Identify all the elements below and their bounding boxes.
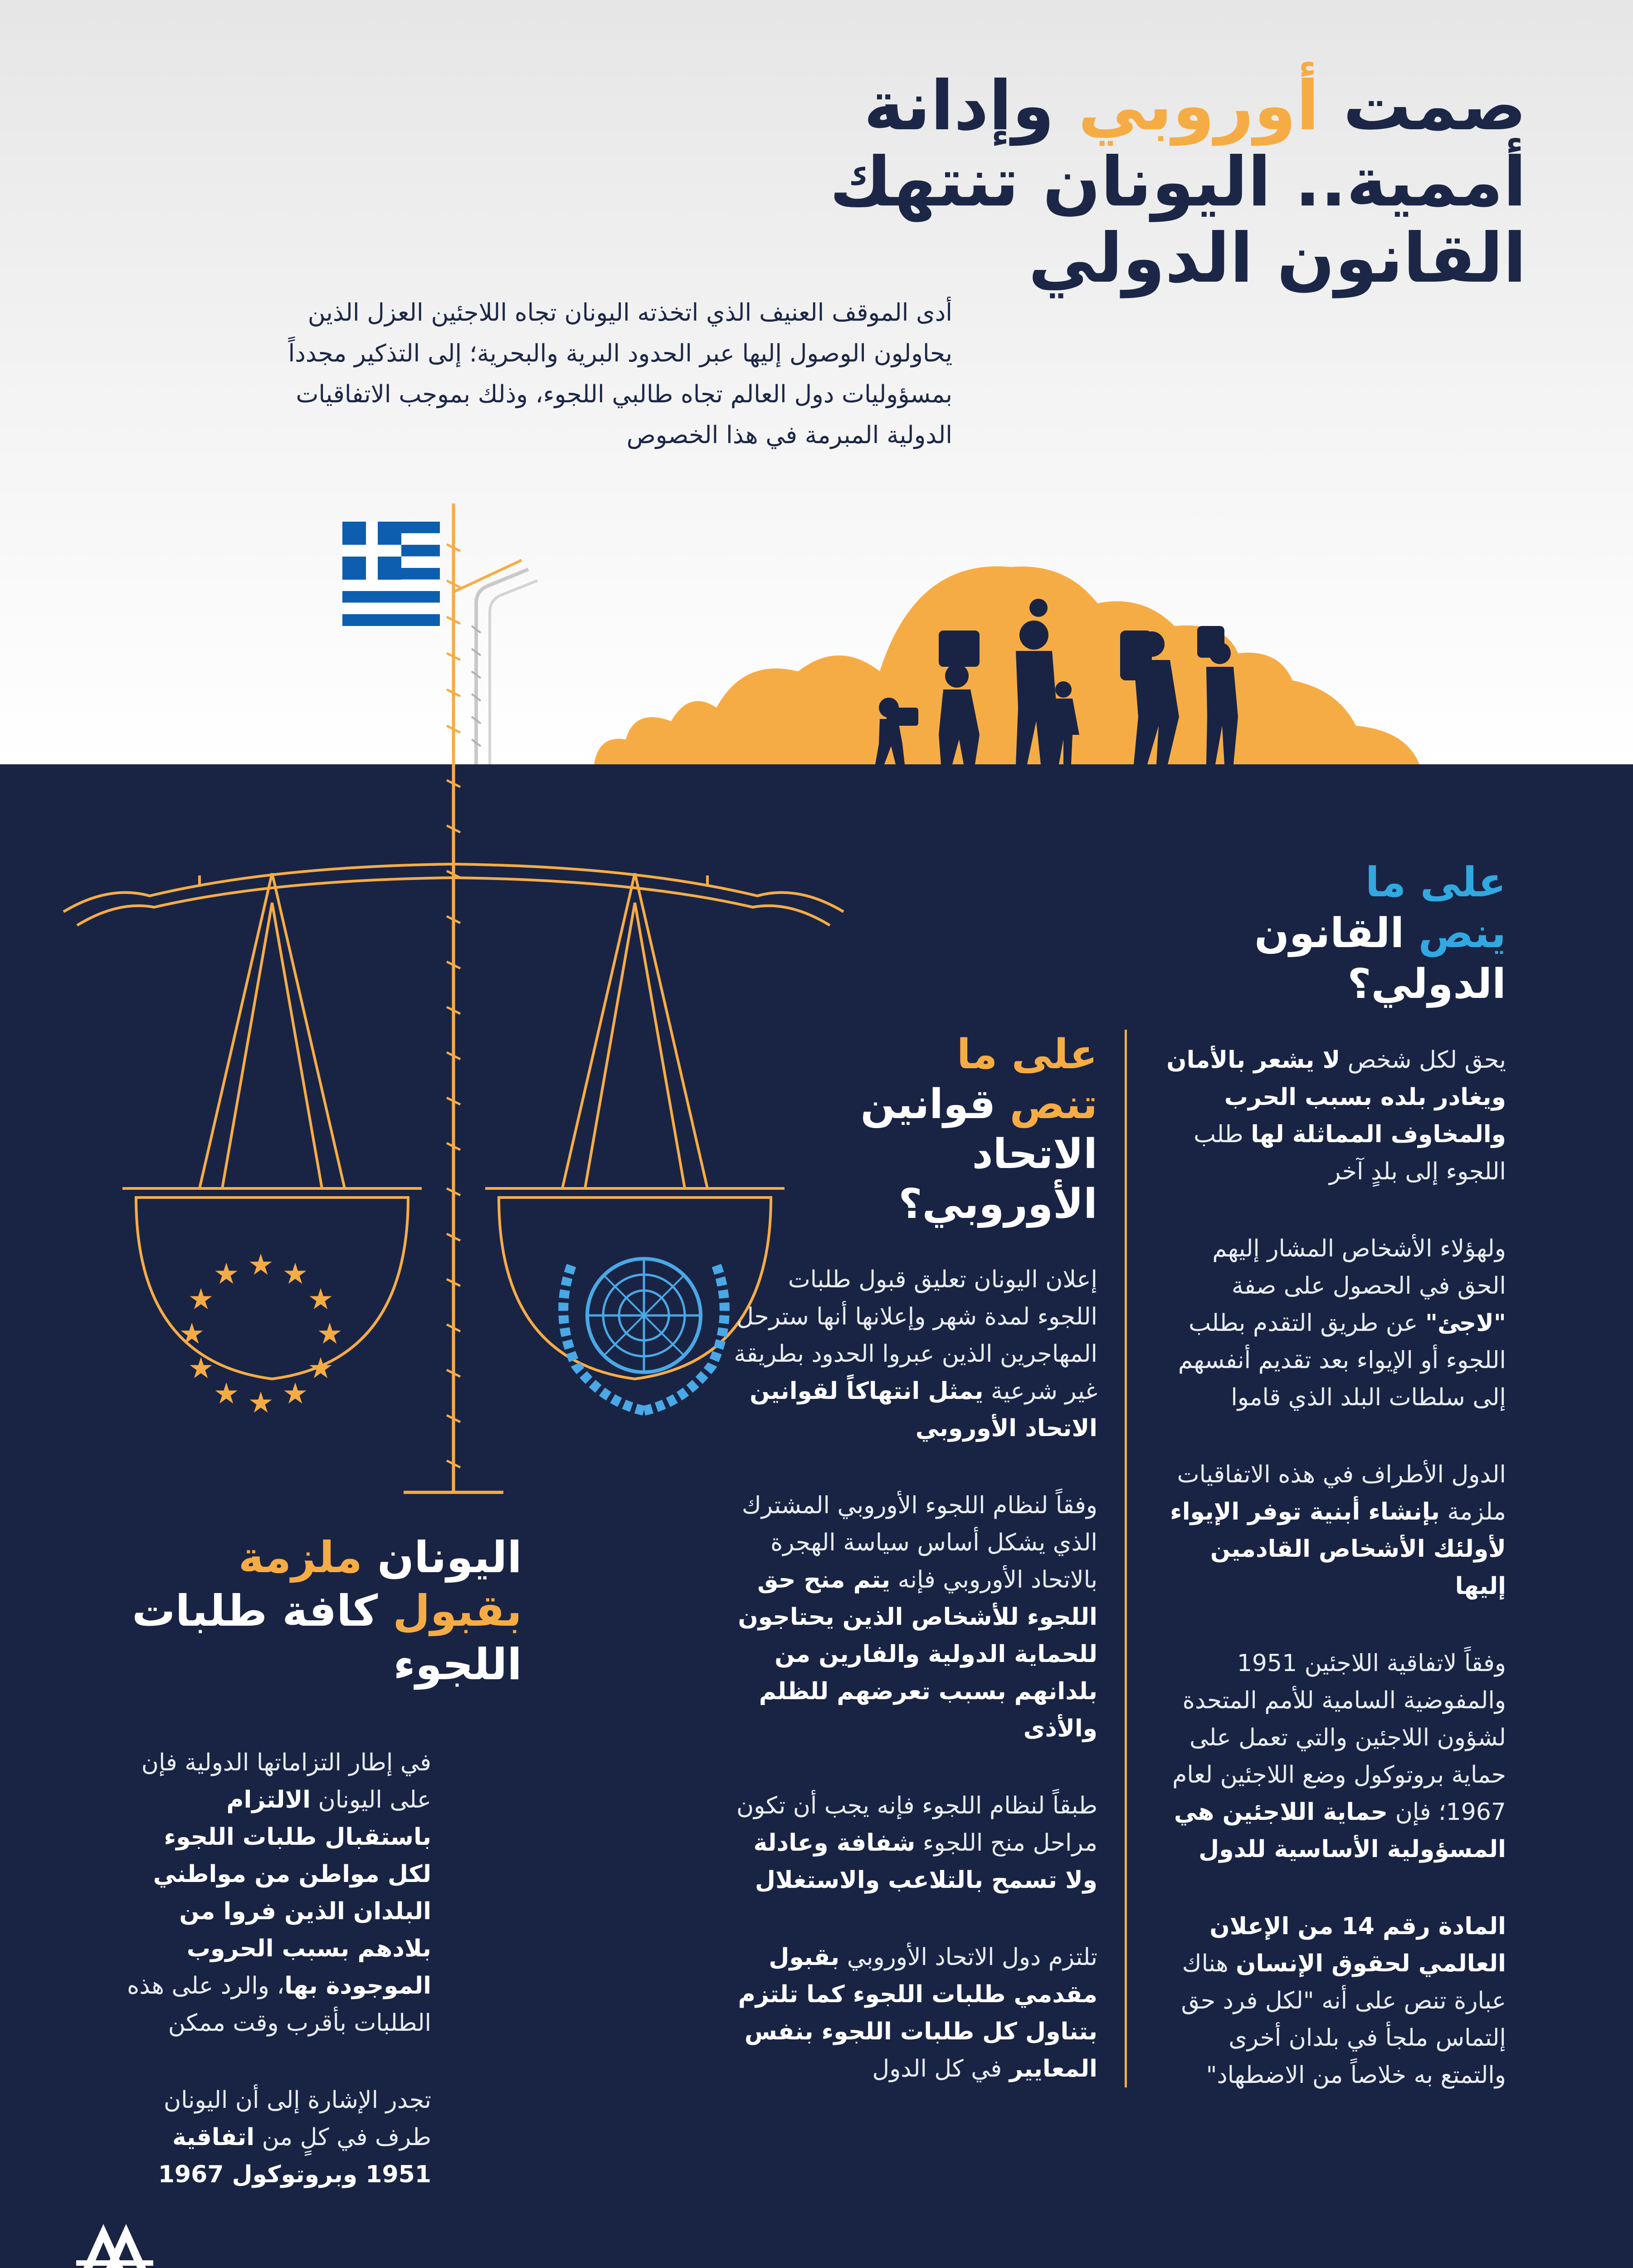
heading-text: اللجوء — [393, 1640, 522, 1690]
paragraph-text: يحق لكل شخص — [1340, 1046, 1506, 1074]
paragraph-bold: اتفاقية 1951 وبروتوكول 1967 — [158, 2124, 431, 2188]
paragraph-text: عن طريق التقدم بطلب اللجوء أو الإيواء بعد تقديم أنفسهم إلى سلطات البلد الذي قاموا — [1178, 1310, 1506, 1411]
heading-highlight: تنص — [1009, 1080, 1097, 1128]
paragraph — [1161, 1456, 1506, 1605]
title-text: القانون الدولي — [1028, 219, 1526, 298]
heading-text: القانون — [1254, 909, 1419, 957]
svg-text:★: ★ — [248, 1248, 274, 1282]
svg-text:★: ★ — [213, 1257, 239, 1291]
anadolu-logo-icon — [76, 2219, 153, 2268]
heading-text: اليونان — [362, 1533, 522, 1583]
heading-highlight: بقبول — [393, 1586, 522, 1636]
section-heading — [1161, 857, 1506, 1010]
heading-text: على ما — [1365, 859, 1506, 906]
paragraph-bold: بإنشاء أبنية توفر الإيواء لأولئك الأشخاص القادمين إليها — [1170, 1498, 1506, 1600]
svg-text:★: ★ — [307, 1352, 334, 1385]
paragraph — [1161, 1230, 1506, 1416]
title-text: وإدانة — [863, 67, 1078, 146]
paragraph-bold: شفافة وعادلة ولا تسمح بالتلاعب والاستغلال — [753, 1829, 1097, 1894]
section-international-law — [1161, 857, 1506, 2094]
paragraph — [114, 1744, 431, 2042]
paragraph-text: الدول الأطراف في هذه الاتفاقيات ملزمة — [1177, 1461, 1506, 1525]
paragraph — [114, 2082, 431, 2193]
paragraph-text: إعلان اليونان تعليق قبول طلبات اللجوء لمدة شهر وإعلانها أنها سترحل المهاجرين الذين عبروا الحدود بطريقة غير شرعية — [734, 1266, 1097, 1405]
heading-text: الاتحاد — [972, 1130, 1097, 1178]
greece-heading — [68, 1531, 522, 1691]
paragraph-bold: الالتزام باستقبال طلبات اللجوء لكل مواطن من مواطني البلدان الذين فروا من بلادهم بسبب الحروب الموجودة بها — [153, 1786, 431, 1999]
paragraph-bold: لا يشعر بالأمان ويغادر بلده بسبب الحرب والمخاوف المماثلة لها — [1166, 1046, 1506, 1148]
paragraph — [726, 1787, 1097, 1899]
heading-text: كافة طلبات — [132, 1586, 393, 1636]
paragraph-bold: المادة رقم 14 من الإعلان العالمي لحقوق الإنسان — [1209, 1913, 1506, 1977]
paragraph-bold: يتم منح حق اللجوء للأشخاص الذين يحتاجون للحماية الدولية والفارين من بلدانهم بسبب تعرضهم للظلم والأذى — [738, 1566, 1097, 1742]
paragraph — [1161, 1908, 1506, 2094]
paragraph-bold: بقبول مقدمي طلبات اللجوء كما تلتزم بتناول كل طلبات اللجوء بنفس المعايير — [738, 1944, 1097, 2082]
paragraph-bold: يمثل انتهاكاً لقوانين الاتحاد الأوروبي — [750, 1378, 1097, 1442]
heading-text: قوانين — [860, 1080, 1010, 1128]
heading-text: الأوروبي؟ — [898, 1180, 1097, 1228]
section-heading — [726, 1030, 1097, 1229]
paragraph-text: في إطار التزاماتها الدولية فإن على اليونان — [141, 1749, 431, 1813]
svg-text:★: ★ — [317, 1317, 343, 1351]
paragraph-text: وفقاً لنظام اللجوء الأوروبي المشترك الذي يشكل أساس سياسة الهجرة بالاتحاد الأوروبي فإنه — [741, 1492, 1097, 1593]
svg-text:★: ★ — [213, 1377, 239, 1411]
svg-text:★: ★ — [307, 1283, 334, 1316]
un-emblem-icon — [563, 1259, 725, 1411]
svg-text:★: ★ — [282, 1257, 308, 1291]
paragraph-text: تجدر الإشارة إلى أن اليونان طرف في كلٍ من — [163, 2087, 431, 2151]
paragraph-text: في كل الدول — [872, 2055, 1009, 2082]
title-text: أممية.. اليونان تنتهك — [829, 143, 1526, 222]
greece-flag-icon — [342, 522, 440, 626]
refugee-family-silhouette-icon — [594, 567, 1419, 764]
paragraph-text: طبقاً لنظام اللجوء فإنه يجب أن تكون مراحل منح اللجوء — [736, 1792, 1097, 1857]
heading-text: الدولي؟ — [1347, 960, 1506, 1008]
title-text: صمت — [1319, 67, 1526, 146]
svg-text:★: ★ — [248, 1386, 274, 1420]
paragraph — [726, 1939, 1097, 2087]
intro-paragraph: أدى الموقف العنيف الذي اتخذته اليونان تجاه اللاجئين العزل الذين يحاولون الوصول إليها عبر الحدود البرية والبحرية؛ إلى التذكير مجدداً بمسؤوليات دول العالم تجاه طالبي اللجوء، وذلك بموجب الاتفاقيات الدولية المبرمة في هذا الخصوص — [288, 299, 952, 449]
paragraph-bold: "لاجئ" — [1425, 1310, 1506, 1337]
paragraph — [726, 1261, 1097, 1447]
paragraph-text: ولهؤلاء الأشخاص المشار إليهم الحق في الحصول على صفة — [1212, 1235, 1506, 1300]
section-eu-laws — [726, 1030, 1127, 2087]
svg-text:★: ★ — [179, 1317, 205, 1351]
paragraph-text: هناك عبارة تنص على أنه "لكل فرد حق إلتماس ملجأ في بلدان أخرى والتمتع به خلاصاً من الاضطهاد" — [1181, 1950, 1506, 2089]
svg-text:★: ★ — [188, 1283, 214, 1316]
paragraph-bold: حماية اللاجئين هي المسؤولية الأساسية للدول — [1174, 1799, 1506, 1863]
paragraph-text: وفقاً لاتفاقية اللاجئين 1951 والمفوضية السامية للأمم المتحدة لشؤون اللاجئين والتي تعمل على حماية بروتوكول وضع اللاجئين لعام 1967؛ فإن — [1172, 1650, 1506, 1826]
paragraph-text: ، والرد على هذه الطلبات بأقرب وقت ممكن — [127, 1972, 431, 2037]
svg-text:★: ★ — [282, 1377, 308, 1411]
paragraph-text: تلتزم دول الاتحاد الأوروبي — [839, 1944, 1097, 1971]
eu-stars-icon — [179, 1248, 342, 1420]
heading-text: على ما — [956, 1031, 1097, 1078]
paragraph — [1161, 1645, 1506, 1868]
paragraph-text: طلب اللجوء إلى بلدٍ آخر — [1194, 1121, 1506, 1185]
heading-highlight: ملزمة — [238, 1533, 362, 1583]
paragraph — [1161, 1041, 1506, 1190]
barbed-wire-fence-icon — [453, 560, 537, 764]
section-greece-obligations — [114, 1744, 431, 2193]
title-highlight: أوروبي — [1078, 67, 1320, 146]
svg-text:★: ★ — [188, 1352, 214, 1385]
heading-highlight: ينص — [1418, 909, 1506, 957]
paragraph — [726, 1487, 1097, 1747]
